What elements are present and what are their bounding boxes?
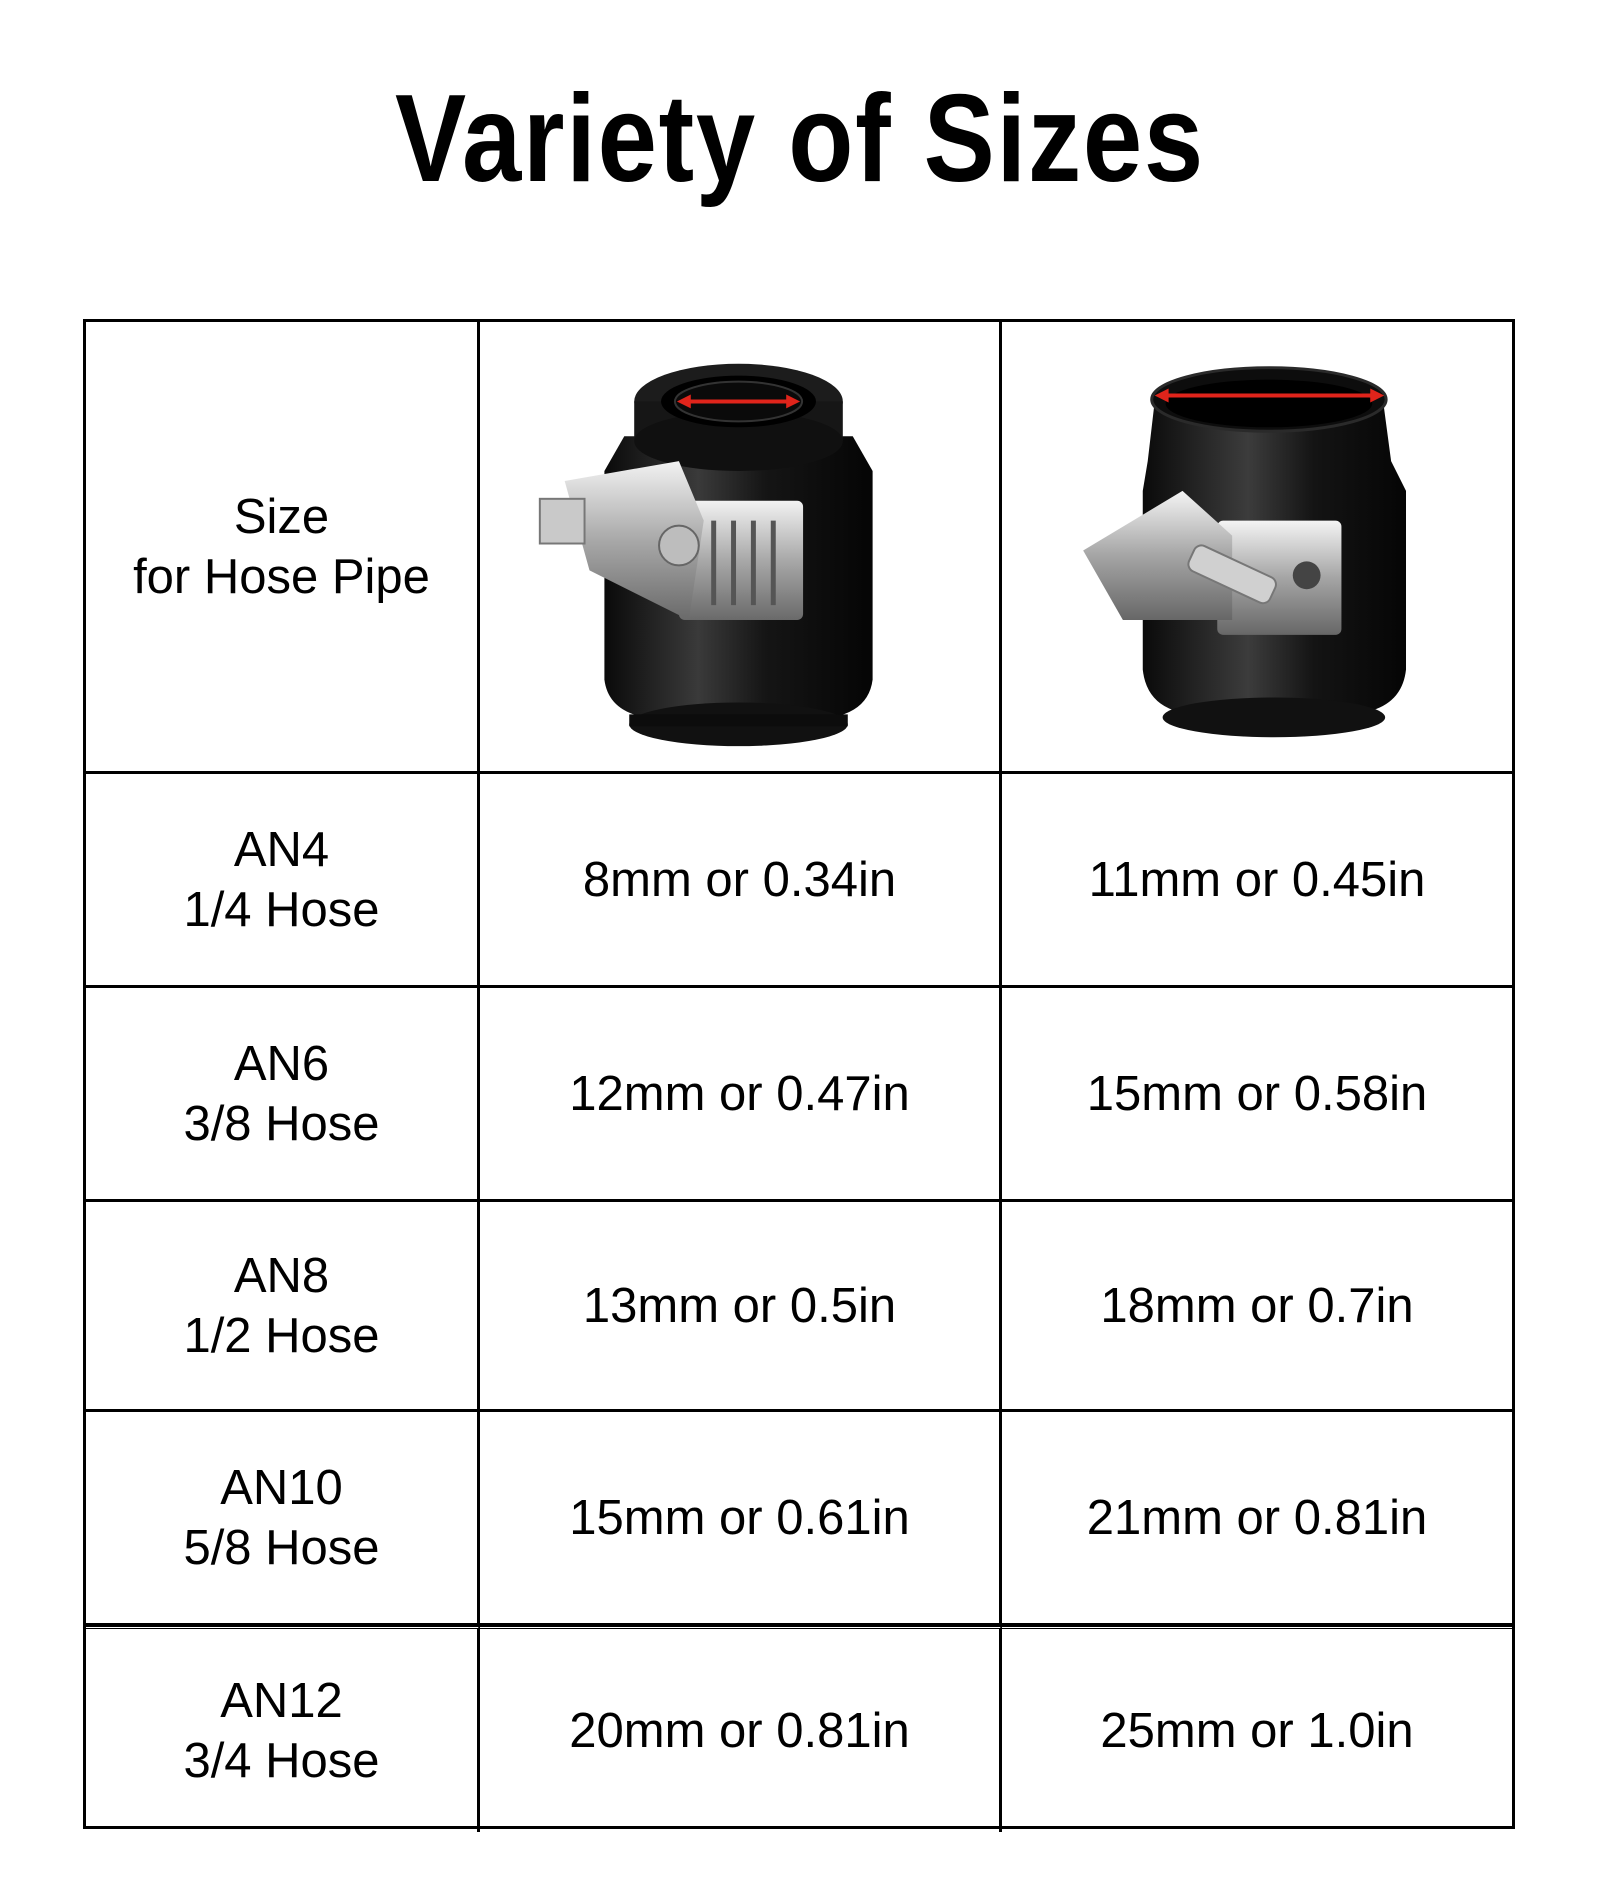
an-size: AN8 — [233, 1248, 330, 1303]
table-row-size-cell — [86, 1412, 480, 1626]
inner-diameter-cell: 15mm or 0.61in — [480, 1412, 1002, 1626]
inner-diameter-cell: 12mm or 0.47in — [480, 988, 1002, 1202]
an-size: AN6 — [233, 1036, 330, 1091]
table-row-size-cell — [86, 1202, 480, 1412]
header-label-line2: for Hose Pipe — [133, 549, 430, 604]
hose-size: 3/8 Hose — [183, 1096, 380, 1151]
hose-end-clamp-large-outer-diameter-icon — [1002, 322, 1512, 771]
an-size: AN10 — [220, 1460, 343, 1515]
outer-diameter-cell: 18mm or 0.7in — [1002, 1202, 1512, 1412]
inner-diameter-cell: 20mm or 0.81in — [480, 1626, 1002, 1832]
size-table — [83, 319, 1515, 1829]
hose-size: 1/4 Hose — [183, 882, 380, 937]
outer-diameter-cell: 25mm or 1.0in — [1002, 1626, 1512, 1832]
page-title: Variety of Sizes — [395, 70, 1205, 208]
inner-diameter-cell: 13mm or 0.5in — [480, 1202, 1002, 1412]
hose-size: 1/2 Hose — [183, 1308, 380, 1363]
hose-size: 3/4 Hose — [183, 1733, 380, 1788]
header-image-outer-diameter — [1002, 322, 1512, 774]
outer-diameter-cell: 11mm or 0.45in — [1002, 774, 1512, 988]
table-row-size-cell — [86, 774, 480, 988]
hose-end-clamp-small-inner-diameter-icon — [480, 322, 999, 771]
header-label-line1: Size — [233, 489, 330, 544]
header-image-inner-diameter — [480, 322, 1002, 774]
an-size: AN12 — [220, 1673, 343, 1728]
table-row-size-cell — [86, 988, 480, 1202]
outer-diameter-cell: 15mm or 0.58in — [1002, 988, 1512, 1202]
hose-size: 5/8 Hose — [183, 1520, 380, 1575]
header-size-label — [86, 322, 480, 774]
outer-diameter-cell: 21mm or 0.81in — [1002, 1412, 1512, 1626]
an-size: AN4 — [233, 822, 330, 877]
table-row-size-cell — [86, 1626, 480, 1832]
inner-diameter-cell: 8mm or 0.34in — [480, 774, 1002, 988]
